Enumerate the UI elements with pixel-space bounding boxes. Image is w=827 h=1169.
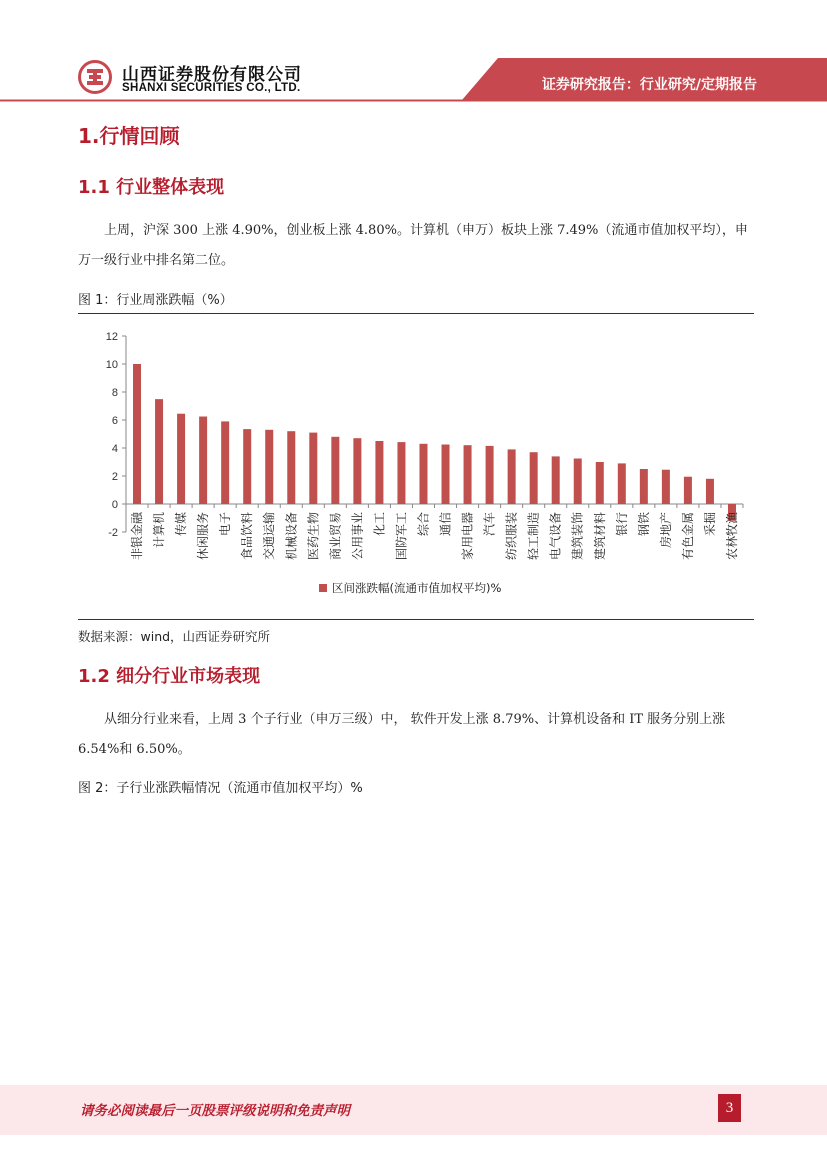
x-category-label: 农林牧渔 <box>724 512 739 561</box>
bar <box>552 456 560 504</box>
bar <box>574 459 582 505</box>
bar <box>486 446 494 504</box>
bar <box>530 452 538 504</box>
report-type-label: 证券研究报告：行业研究/定期报告 <box>541 77 757 93</box>
bar <box>442 445 450 505</box>
bar <box>618 463 626 504</box>
x-category-label: 建筑装饰 <box>570 512 585 561</box>
company-logo-icon <box>78 60 112 94</box>
figure-1-bottom-rule <box>78 619 754 620</box>
bar <box>464 445 472 504</box>
x-category-label: 汽车 <box>482 512 497 537</box>
y-tick-label: 10 <box>105 359 118 371</box>
section-title-1: 1.行情回顾 <box>78 124 180 148</box>
x-category-label: 家用电器 <box>460 512 475 561</box>
bar <box>706 479 714 504</box>
bar <box>243 429 251 504</box>
bar <box>353 438 361 504</box>
bar <box>684 477 692 504</box>
disclaimer-note: 请务必阅读最后一页股票评级说明和免责声明 <box>80 1103 350 1119</box>
legend-label: 区间涨跌幅(流通市值加权平均)% <box>332 581 502 595</box>
section-1-2-paragraph: 从细分行业来看，上周 3 个子行业（申万三级）中， 软件开发上涨 8.79%、计算机设备和 IT 服务分别上涨 6.54%和 6.50%。 <box>78 712 726 757</box>
legend-swatch <box>319 584 327 592</box>
bar <box>221 421 229 504</box>
bar <box>331 437 339 504</box>
bar <box>508 449 516 504</box>
x-category-label: 医药生物 <box>306 512 321 561</box>
y-tick-label: 4 <box>111 443 118 455</box>
bar <box>397 442 405 504</box>
bar <box>265 430 273 504</box>
x-category-label: 机械设备 <box>284 512 299 561</box>
page-footer <box>0 1085 827 1135</box>
x-category-label: 商业贸易 <box>328 512 343 561</box>
company-name-en: SHANXI SECURITIES CO., LTD. <box>122 82 301 94</box>
bar <box>640 469 648 504</box>
x-category-label: 食品饮料 <box>240 512 255 561</box>
y-tick-label: 8 <box>111 387 118 399</box>
x-category-label: 化工 <box>372 512 387 537</box>
bar <box>419 444 427 504</box>
section-title-1-2: 1.2 细分行业市场表现 <box>78 666 261 687</box>
x-category-label: 建筑材料 <box>592 512 607 561</box>
figure-2-caption: 图 2：子行业涨跌幅情况（流通市值加权平均）% <box>78 781 363 796</box>
bar <box>133 364 141 504</box>
figure-1-caption: 图 1：行业周涨跌幅（%） <box>78 293 233 308</box>
x-category-label: 有色金属 <box>680 512 695 561</box>
x-category-label: 房地产 <box>658 512 673 549</box>
x-category-label: 休闲服务 <box>196 512 211 561</box>
y-tick-label: 2 <box>111 471 118 483</box>
section-title-1-1: 1.1 行业整体表现 <box>78 177 225 198</box>
x-category-label: 综合 <box>416 512 431 537</box>
bar <box>177 414 185 504</box>
x-category-label: 轻工制造 <box>526 512 541 561</box>
figure-1-source: 数据来源：wind，山西证券研究所 <box>78 629 271 644</box>
x-category-label: 银行 <box>614 512 629 537</box>
company-name-cn: 山西证券股份有限公司 <box>122 65 302 85</box>
x-category-label: 国防军工 <box>394 512 409 561</box>
section-1-1-paragraph: 上周，沪深 300 上涨 4.90%，创业板上涨 4.80%。计算机（申万）板块上涨 7.49%（流通市值加权平均），申万一级行业中排名第二位。 <box>78 223 748 268</box>
page-number: 3 <box>718 1094 741 1122</box>
page-header <box>0 0 827 110</box>
x-category-label: 非银金融 <box>130 512 145 561</box>
y-tick-label: -2 <box>108 527 118 539</box>
bar <box>375 441 383 504</box>
x-category-label: 纺织服装 <box>504 512 519 561</box>
figure-1-top-rule <box>78 313 754 314</box>
x-category-label: 采掘 <box>702 512 717 537</box>
x-category-label: 通信 <box>438 512 453 537</box>
bar <box>199 417 207 505</box>
bar <box>287 431 295 504</box>
y-tick-label: 12 <box>105 331 118 343</box>
y-tick-label: 0 <box>111 499 118 511</box>
x-category-label: 计算机 <box>152 512 167 549</box>
x-category-label: 公用事业 <box>350 512 365 561</box>
x-category-label: 电气设备 <box>548 512 563 561</box>
x-category-label: 交通运输 <box>262 512 277 561</box>
industry-weekly-change-chart <box>78 320 754 610</box>
bar <box>596 462 604 504</box>
x-category-label: 钢铁 <box>636 512 651 537</box>
y-tick-label: 6 <box>111 415 118 427</box>
x-category-label: 传媒 <box>174 512 189 537</box>
bar <box>309 433 317 504</box>
x-category-label: 电子 <box>218 512 233 537</box>
bar <box>662 470 670 504</box>
bar <box>155 399 163 504</box>
